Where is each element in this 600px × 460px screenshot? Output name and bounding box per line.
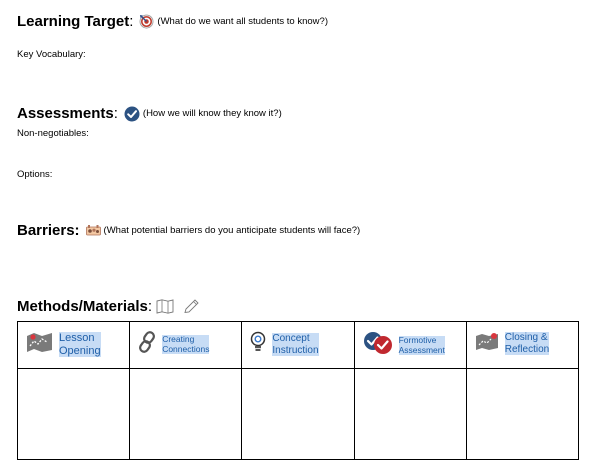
lesson-opening-cell[interactable]	[18, 369, 130, 460]
column-closing-reflection	[466, 322, 578, 369]
learning-target-colon: :	[129, 13, 134, 30]
column-creating-connections	[130, 322, 242, 369]
creating-connections-label	[162, 335, 209, 355]
non-negotiables-label: Non-negotiables:	[17, 128, 89, 139]
formotive-assessment-label	[399, 336, 445, 356]
map-book-icon	[156, 299, 174, 314]
assessments-hint: (How we will know they know it?)	[142, 108, 282, 119]
methods-table	[17, 321, 579, 460]
key-vocabulary-label: Key Vocabulary:	[17, 49, 86, 60]
double-check-icon	[363, 331, 393, 360]
formotive-assessment-cell[interactable]	[354, 369, 466, 460]
methods-colon: :	[147, 298, 153, 315]
target-arrow-icon	[139, 14, 154, 29]
barriers-row	[17, 222, 360, 239]
methods-row	[17, 298, 199, 315]
lesson-opening-line1: Lesson	[59, 331, 95, 344]
learning-target-row	[17, 13, 328, 30]
checkmark-circle-icon	[124, 106, 140, 122]
barriers-hint: (What potential barriers do you anticipate students will face?)	[103, 225, 361, 236]
closing-reflection-line1: Closing &	[504, 332, 548, 343]
column-concept-instruction	[242, 322, 354, 369]
column-formotive-assessment	[354, 322, 466, 369]
closing-reflection-line2: Reflection	[504, 343, 550, 355]
learning-target-hint: (What do we want all students to know?)	[157, 16, 328, 27]
formotive-assessment-line2: Assessment	[398, 344, 445, 355]
formotive-assessment-line1: Formotive	[398, 334, 437, 345]
creating-connections-line2: Connections	[162, 343, 210, 354]
barrier-icon	[86, 224, 101, 238]
chain-link-icon	[138, 331, 156, 358]
methods-heading: Methods/Materials	[17, 298, 148, 315]
lesson-opening-line2: Opening	[59, 344, 101, 357]
map-icon	[26, 331, 53, 358]
lightbulb-icon	[250, 331, 266, 358]
lesson-opening-label	[59, 332, 101, 357]
column-lesson-opening	[18, 322, 130, 369]
closing-reflection-label	[505, 332, 549, 355]
closing-reflection-cell[interactable]	[466, 369, 578, 460]
map-marker-icon	[475, 331, 499, 356]
assessments-row	[17, 105, 282, 122]
creating-connections-cell[interactable]	[130, 369, 242, 460]
creating-connections-line1: Creating	[162, 333, 195, 344]
learning-target-heading: Learning Target	[17, 13, 130, 30]
barriers-heading: Barriers:	[17, 222, 80, 239]
concept-instruction-cell[interactable]	[242, 369, 354, 460]
options-label: Options:	[17, 169, 53, 180]
concept-instruction-line2: Instruction	[272, 344, 319, 356]
assessments-colon: :	[113, 105, 118, 122]
methods-header-row	[18, 322, 579, 369]
concept-instruction-label	[272, 333, 318, 356]
pencil-icon	[183, 299, 199, 314]
assessments-heading: Assessments	[17, 105, 114, 122]
methods-body-row	[18, 369, 579, 460]
concept-instruction-line1: Concept	[272, 333, 310, 344]
